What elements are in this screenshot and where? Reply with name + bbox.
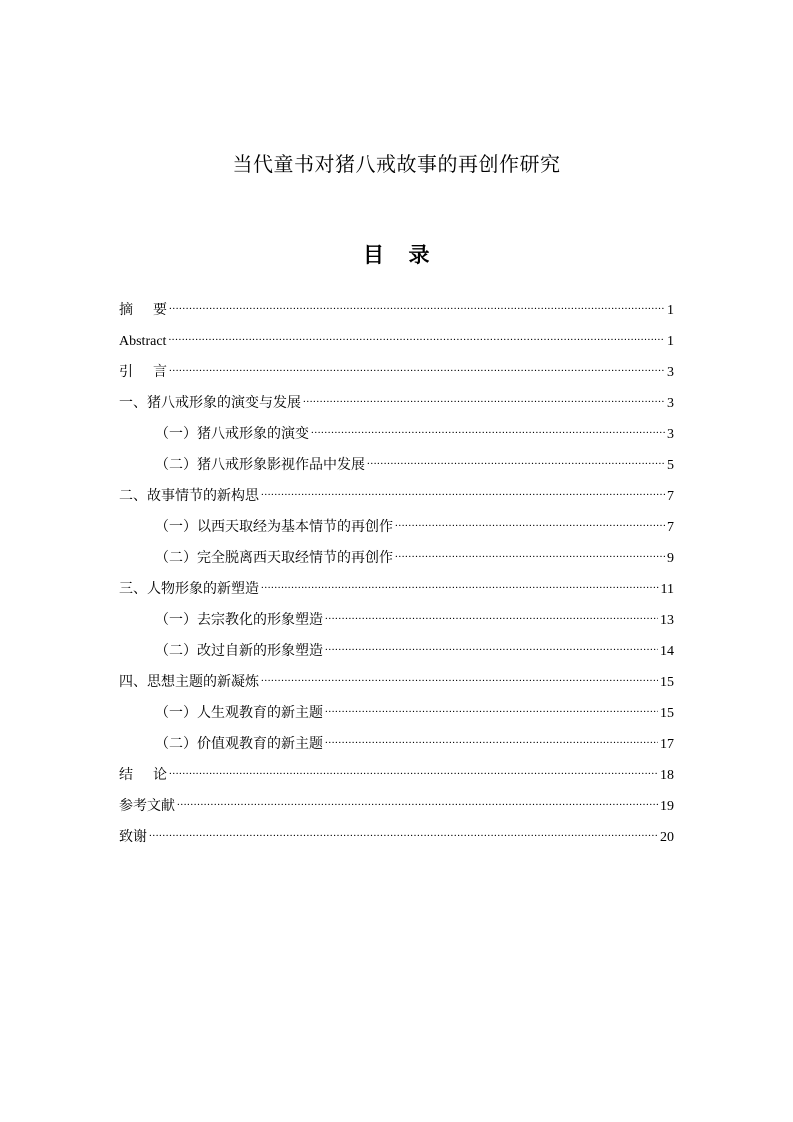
toc-leader-dots [149, 817, 658, 841]
toc-entry-abstract-cn[interactable] [119, 290, 674, 321]
toc-leader-dots [261, 662, 658, 686]
toc-entry-page: 5 [667, 458, 674, 473]
toc-entry-page: 9 [667, 551, 674, 566]
toc-entry-page: 3 [667, 427, 674, 442]
toc-leader-dots [261, 569, 659, 593]
toc-entry-section-1-1[interactable] [119, 414, 674, 445]
toc-heading-char-2: 录 [408, 242, 430, 267]
toc-entry-label: Abstract [119, 334, 167, 349]
toc-entry-label: （一）去宗教化的形象塑造 [155, 612, 323, 628]
toc-entry-label: （二）完全脱离西天取经情节的再创作 [155, 550, 393, 566]
toc-entry-page: 15 [660, 706, 674, 721]
toc-entry-chapter-2[interactable] [119, 476, 674, 507]
toc-entry-label: 一、猪八戒形象的演变与发展 [119, 395, 301, 411]
toc-entry-page: 7 [667, 489, 674, 504]
toc-entry-page: 1 [667, 334, 674, 349]
toc-leader-dots [395, 507, 665, 531]
toc-entry-chapter-4[interactable] [119, 662, 674, 693]
toc-entry-label: （一）人生观教育的新主题 [155, 705, 323, 721]
toc-leader-dots [325, 724, 658, 748]
toc-entry-page: 15 [660, 675, 674, 690]
toc-entry-section-3-2[interactable] [119, 631, 674, 662]
toc-entry-page: 19 [660, 799, 674, 814]
toc-entry-label: 引 言 [119, 364, 167, 380]
toc-heading [0, 240, 793, 270]
toc-entry-label: 二、故事情节的新构思 [119, 488, 259, 504]
toc-entry-section-4-1[interactable] [119, 693, 674, 724]
toc-entry-section-2-2[interactable] [119, 538, 674, 569]
toc-entry-page: 17 [660, 737, 674, 752]
toc-leader-dots [367, 445, 665, 469]
toc-entry-page: 14 [660, 644, 674, 659]
toc-entry-page: 18 [660, 768, 674, 783]
toc-entry-introduction[interactable] [119, 352, 674, 383]
toc-entry-section-1-2[interactable] [119, 445, 674, 476]
toc-entry-page: 11 [660, 582, 674, 597]
toc-entry-page: 1 [667, 303, 674, 318]
toc-leader-dots [169, 352, 665, 376]
toc-leader-dots [311, 414, 665, 438]
toc-entry-label: （一）猪八戒形象的演变 [155, 426, 309, 442]
toc-entry-label: 三、人物形象的新塑造 [119, 581, 259, 597]
toc-entry-label: 四、思想主题的新凝炼 [119, 674, 259, 690]
toc-entry-label: （二）改过自新的形象塑造 [155, 643, 323, 659]
toc-entry-page: 13 [660, 613, 674, 628]
toc-entry-label: （二）猪八戒形象影视作品中发展 [155, 457, 365, 473]
toc-heading-char-1: 目 [363, 242, 385, 267]
toc-entry-section-4-2[interactable] [119, 724, 674, 755]
toc-leader-dots [168, 321, 665, 345]
toc-entry-references[interactable] [119, 786, 674, 817]
toc-entry-page: 7 [667, 520, 674, 535]
toc-entry-section-3-1[interactable] [119, 600, 674, 631]
toc-leader-dots [177, 786, 658, 810]
toc-entry-abstract-en[interactable] [119, 321, 674, 352]
toc-entry-chapter-3[interactable] [119, 569, 674, 600]
toc-entry-label: （一）以西天取经为基本情节的再创作 [155, 519, 393, 535]
toc-leader-dots [261, 476, 665, 500]
toc-leader-dots [325, 693, 658, 717]
toc-leader-dots [303, 383, 665, 407]
toc-entry-label: 参考文献 [119, 798, 175, 814]
toc-leader-dots [169, 290, 665, 314]
toc-leader-dots [325, 600, 658, 624]
toc-entry-conclusion[interactable] [119, 755, 674, 786]
toc-leader-dots [395, 538, 665, 562]
table-of-contents [119, 290, 674, 848]
toc-entry-section-2-1[interactable] [119, 507, 674, 538]
toc-entry-page: 3 [667, 365, 674, 380]
toc-entry-acknowledgements[interactable] [119, 817, 674, 848]
toc-entry-label: （二）价值观教育的新主题 [155, 736, 323, 752]
toc-entry-label: 结 论 [119, 767, 167, 783]
toc-leader-dots [169, 755, 658, 779]
toc-leader-dots [325, 631, 658, 655]
toc-entry-page: 20 [660, 830, 674, 845]
toc-entry-label: 致谢 [119, 829, 147, 845]
toc-entry-page: 3 [667, 396, 674, 411]
toc-entry-chapter-1[interactable] [119, 383, 674, 414]
document-title: 当代童书对猪八戒故事的再创作研究 [232, 152, 561, 176]
toc-entry-label: 摘 要 [119, 302, 167, 318]
